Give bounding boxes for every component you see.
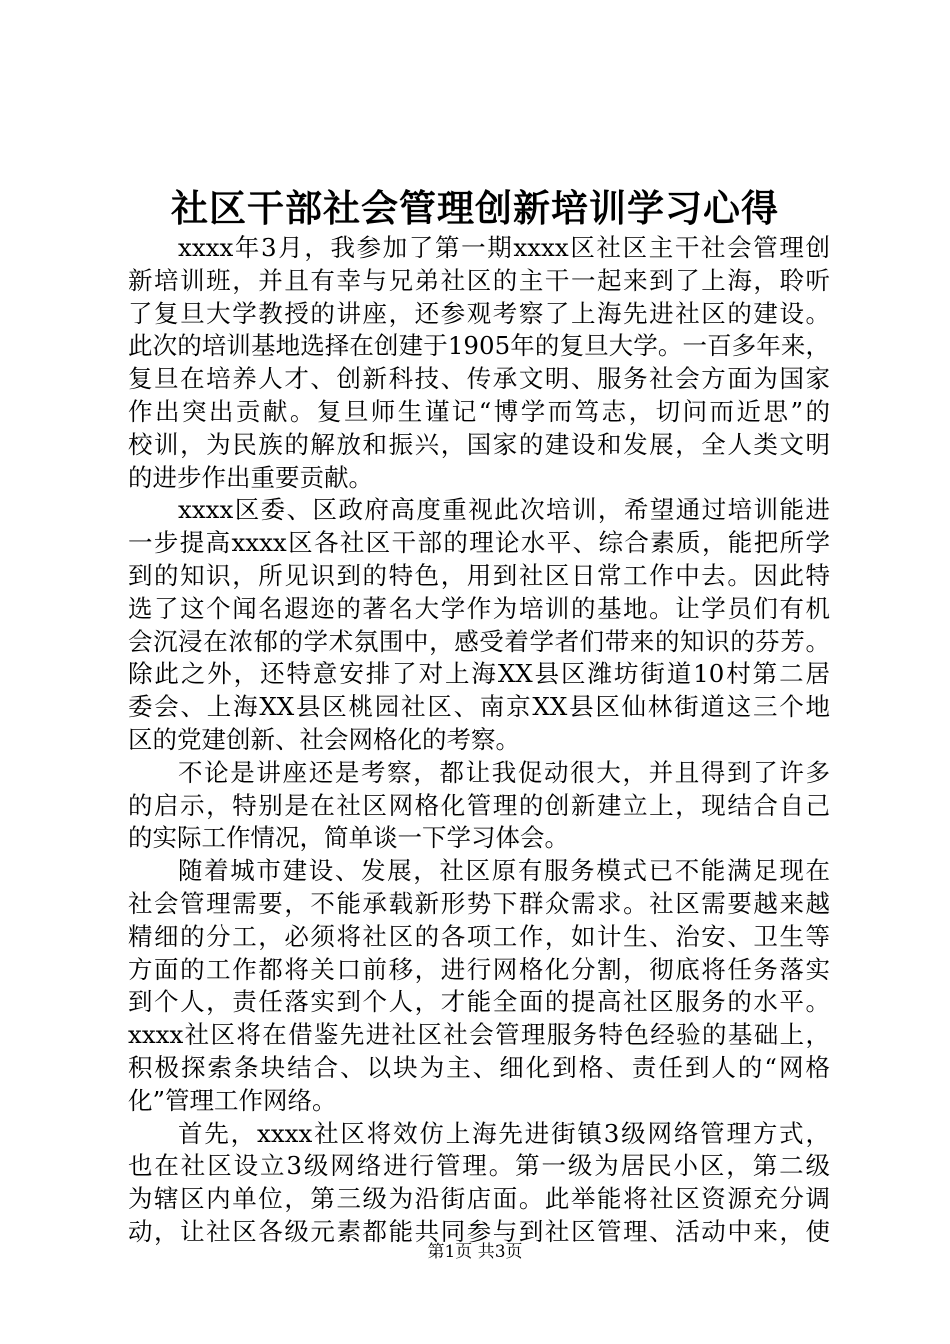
text-line: 不论是讲座还是考察，都让我促动很大，并且得到了许多 — [178, 757, 830, 787]
text-line: 到个人，责任落实到个人，才能全面的提高社区服务的水平。 — [128, 987, 830, 1017]
text-line: xxxx社区将在借鉴先进社区社会管理服务特色经验的基础上， — [128, 1020, 830, 1050]
text-line: 除此之外，还特意安排了对上海XX县区潍坊街道10村第二居 — [128, 659, 830, 689]
text-line: 随着城市建设、发展，社区原有服务模式已不能满足现在 — [178, 856, 830, 886]
text-line: 社会管理需要，不能承载新形势下群众需求。社区需要越来越 — [128, 888, 830, 918]
text-line: 的进步作出重要贡献。 — [128, 462, 373, 492]
text-line: 一步提高xxxx区各社区干部的理论水平、综合素质，能把所学 — [128, 528, 830, 558]
text-line: 委会、上海XX县区桃园社区、南京XX县区仙林街道这三个地 — [128, 692, 830, 722]
text-line: 方面的工作都将关口前移，进行网格化分割，彻底将任务落实 — [128, 954, 830, 984]
text-line: 选了这个闻名遐迩的著名大学作为培训的基地。让学员们有机 — [128, 593, 830, 623]
text-line: 到的知识，所见识到的特色，用到社区日常工作中去。因此特 — [128, 560, 830, 590]
text-line: xxxx年3月，我参加了第一期xxxx区社区主干社会管理创 — [178, 233, 830, 262]
text-line: 作出突出贡献。复旦师生谨记“博学而笃志，切问而近思”的 — [128, 396, 830, 426]
text-line: 精细的分工，必须将社区的各项工作，如计生、治安、卫生等 — [128, 921, 830, 951]
page-footer: 第1页 共3页 — [427, 1242, 523, 1262]
document-body — [128, 232, 830, 1249]
text-line: 动，让社区各级元素都能共同参与到社区管理、活动中来，使 — [128, 1216, 830, 1246]
text-line: 校训，为民族的解放和振兴，国家的建设和发展，全人类文明 — [128, 429, 830, 459]
text-line: 积极探索条块结合、以块为主、细化到格、责任到人的“网格 — [128, 1052, 830, 1082]
text-line: 复旦在培养人才、创新科技、传承文明、服务社会方面为国家 — [128, 364, 830, 394]
text-line: 的启示，特别是在社区网格化管理的创新建立上，现结合自己 — [128, 790, 830, 820]
text-line: 为辖区内单位，第三级为沿街店面。此举能将社区资源充分调 — [128, 1184, 830, 1214]
document-title: 社区干部社会管理创新培训学习心得 — [171, 186, 779, 230]
text-line: 区的党建创新、社会网格化的考察。 — [128, 724, 520, 754]
text-line: 新培训班，并且有幸与兄弟社区的主干一起来到了上海，聆听 — [128, 265, 830, 295]
text-line: 了复旦大学教授的讲座，还参观考察了上海先进社区的建设。 — [128, 298, 830, 328]
text-line: 化”管理工作网络。 — [128, 1085, 337, 1115]
text-line: 此次的培训基地选择在创建于1905年的复旦大学。一百多年来， — [128, 331, 830, 361]
text-line: 首先，xxxx社区将效仿上海先进街镇3级网络管理方式， — [178, 1118, 830, 1148]
text-line: 也在社区设立3级网络进行管理。第一级为居民小区，第二级 — [128, 1151, 830, 1181]
text-line: 的实际工作情况，简单谈一下学习体会。 — [128, 823, 569, 853]
text-line: xxxx区委、区政府高度重视此次培训，希望通过培训能进 — [178, 495, 830, 525]
text-line: 会沉浸在浓郁的学术氛围中，感受着学者们带来的知识的芬芳。 — [128, 626, 830, 656]
